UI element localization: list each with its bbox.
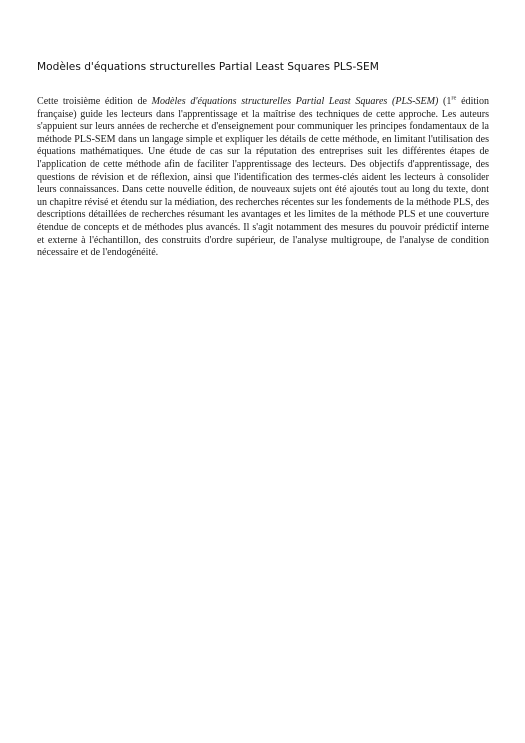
paragraph-intro: Cette troisième édition de: [37, 96, 152, 107]
document-title: Modèles d'équations structurelles Partial Least Squares PLS-SEM: [37, 61, 379, 73]
description-paragraph: [37, 96, 489, 260]
paragraph-paren-open: (1: [438, 96, 452, 107]
paragraph-body: édition française) guide les lecteurs dans l'apprentissage et la maîtrise des techniques de cette approche. Les auteurs s'appuient sur leurs années de recherche et d'enseignement pour communiquer les principes fondamentaux de la méthode PLS-SEM dans un langage simple et expliquer les détails de cette méthode, en limitant l'utilisation des équations mathématiques. Une étude de cas sur la réputation des entreprises suit les différentes étapes de l'application de cette méthode afin de faciliter l'apprentissage des lecteurs. Des objectifs d'apprentissage, des questions de révision et de réflexion, ainsi que l'identification des termes-clés aident les lecteurs à consolider leurs connaissances. Dans cette nouvelle édition, de nouveaux sujets ont été ajoutés tout au long du texte, dont un chapitre révisé et étendu sur la médiation, des recherches récentes sur les fondements de la méthode PLS, des descriptions détaillées de recherches résumant les avantages et les limites de la méthode PLS et une couverture étendue de concepts et de méthodes plus avancés. Il s'agit notamment des mesures du pouvoir prédictif interne et externe à l'échantillon, des construits d'ordre supérieur, de l'analyse multigroupe, de l'analyse de condition nécessaire et de l'endogénéité.: [37, 96, 489, 259]
book-title-italic: Modèles d'équations structurelles Partial Least Squares (PLS-SEM): [151, 96, 439, 107]
edition-superscript: re: [451, 94, 457, 102]
